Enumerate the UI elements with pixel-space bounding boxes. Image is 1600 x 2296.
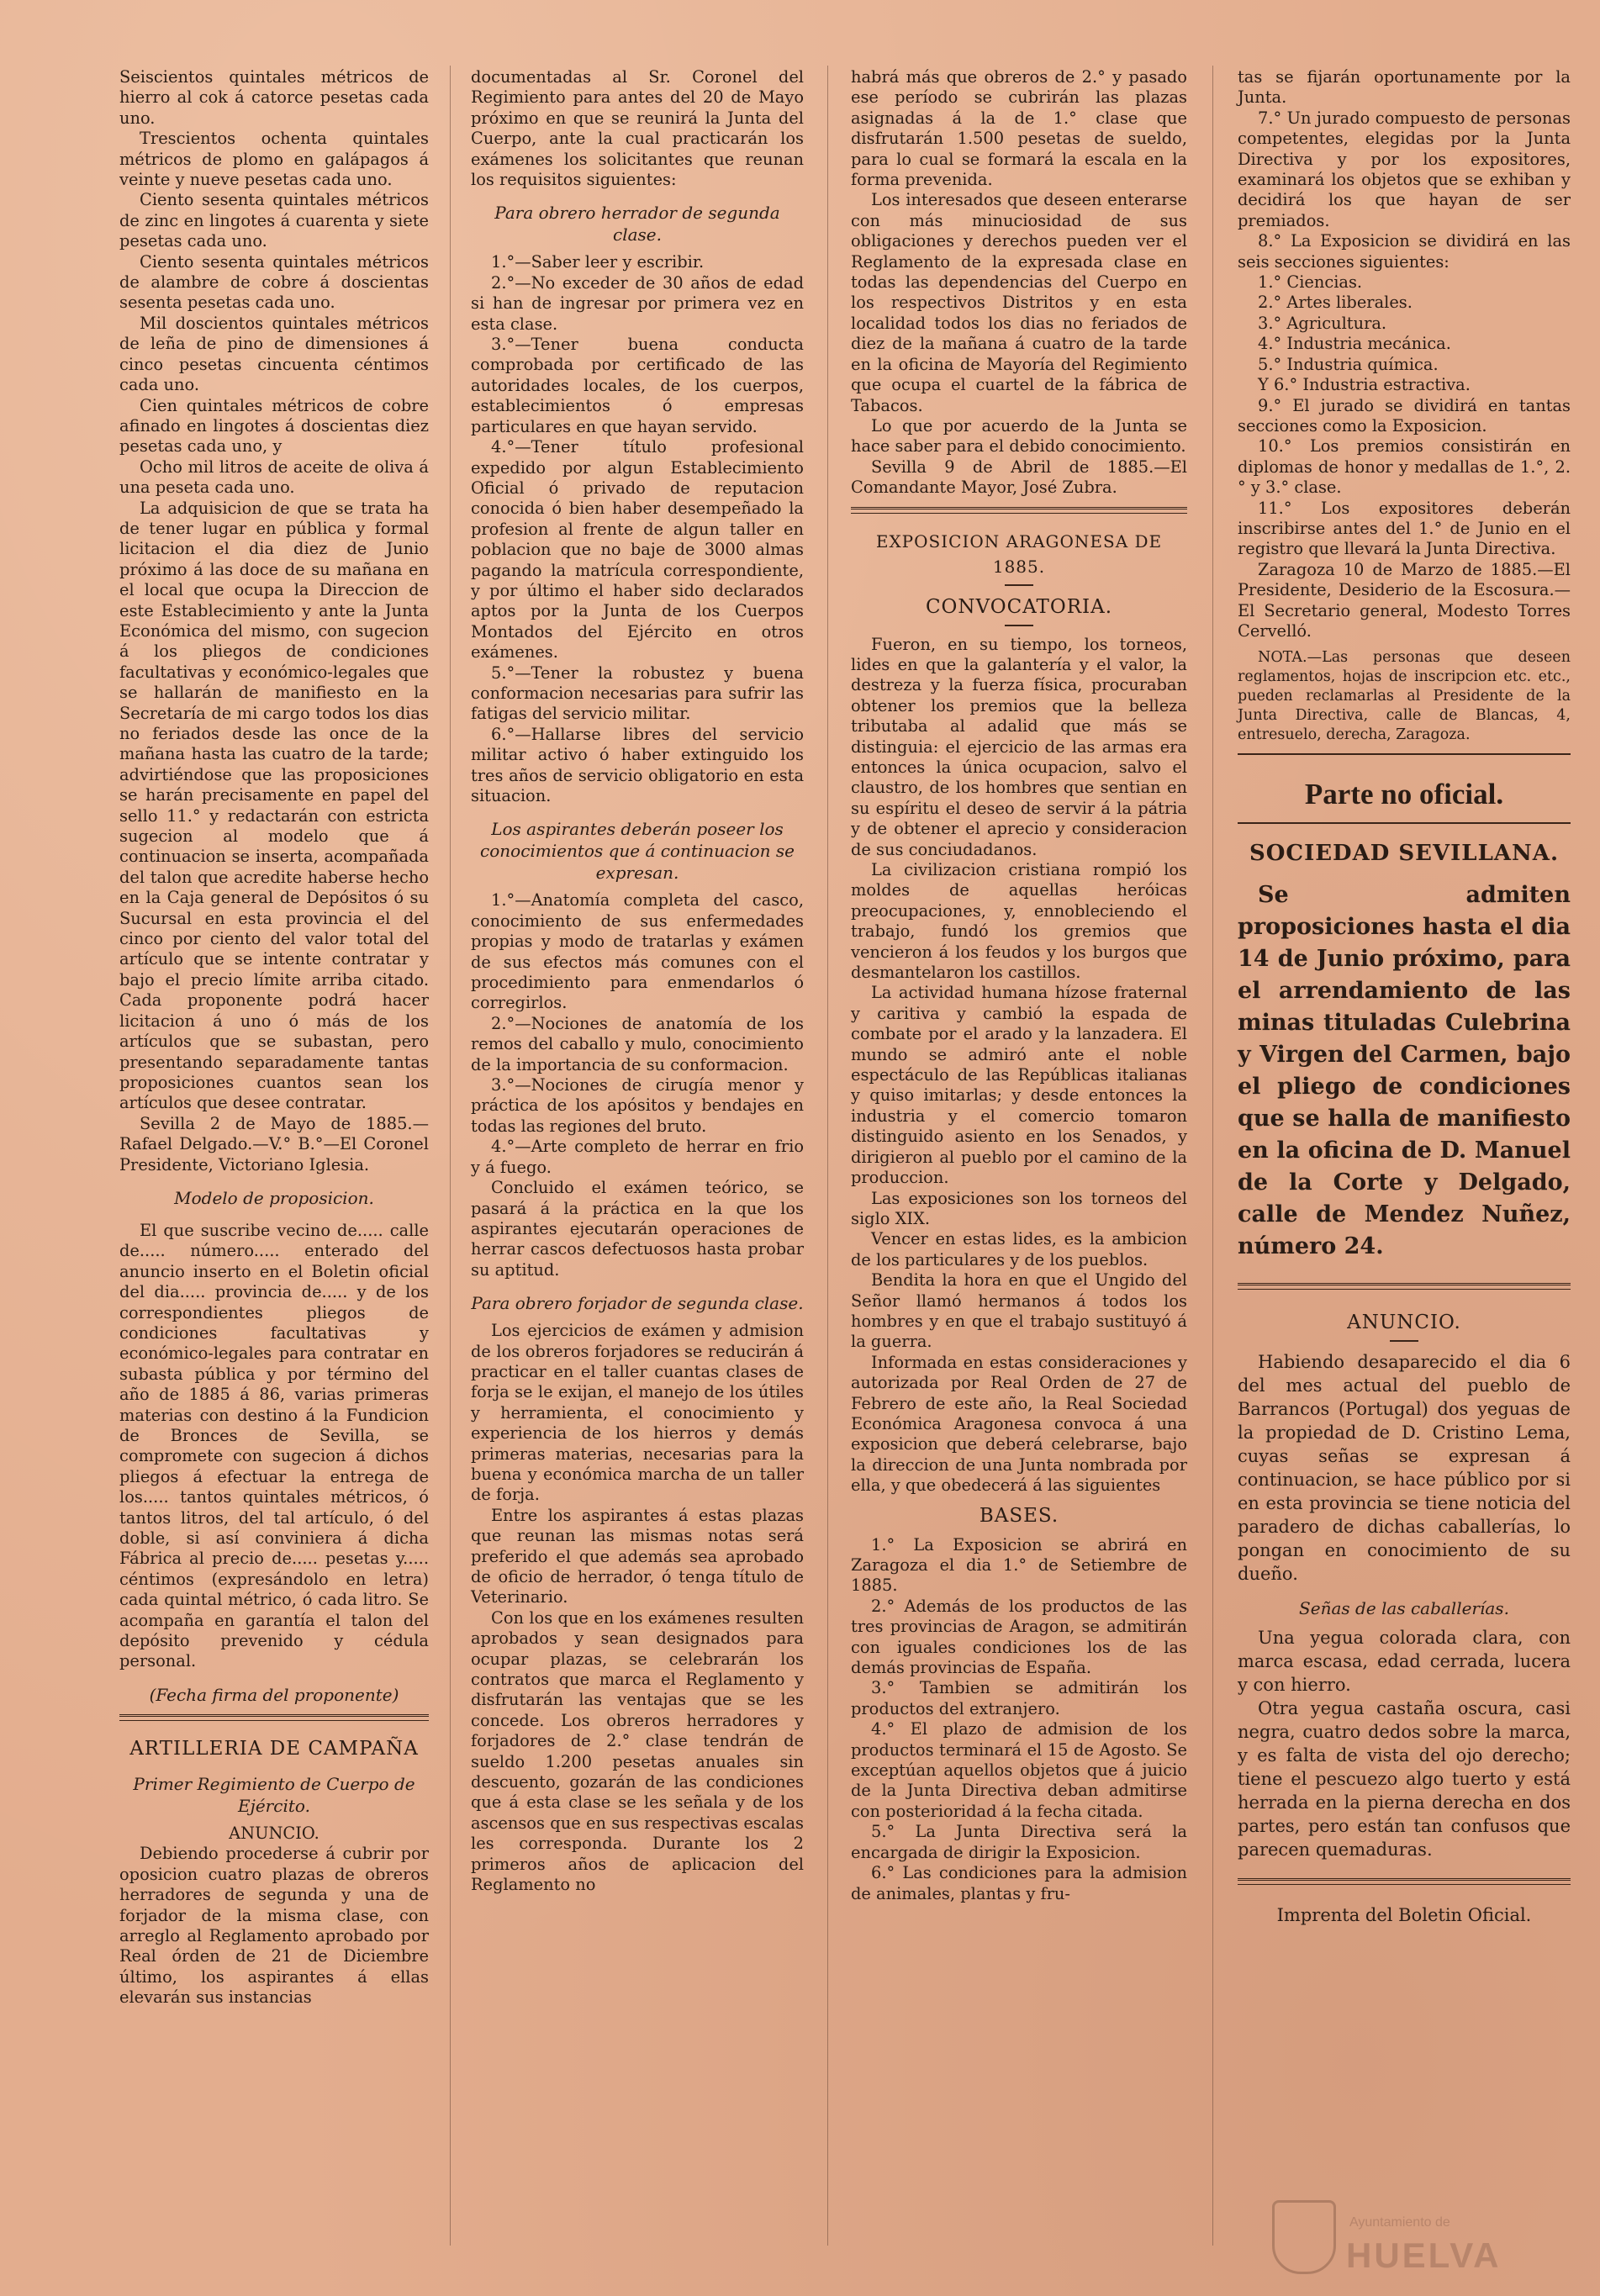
section-list-item: 1.° Ciencias. xyxy=(1258,272,1363,293)
column-rule xyxy=(827,66,828,2246)
requirement: 6.°—Hallarse libres del servicio militar activo ó haber extinguido los tres años de servicio obligatorio en esta situacion. xyxy=(471,724,804,805)
advert-text: Se admiten proposiciones hasta el dia 14 de Junio próximo, para el arrendamiento de las minas tituladas Culebrina y Virgen del Carmen, bajo el pliego de condiciones que se halla de manifiesto en la oficina de D. Manuel de la Corte y Delgado, calle de Mendez Nuñez, número 24. xyxy=(1238,882,1571,1260)
paragraph: Bendita la hora en que el Ungido del Señor llamó hermanos á todos los hombres y en que el trabajo sustituyó á la guerra. xyxy=(851,1270,1187,1352)
column-rule xyxy=(1212,66,1213,2246)
section-list-item: 2.° Artes liberales. xyxy=(1258,293,1413,313)
section-list-item: 3.° Agricultura. xyxy=(1258,313,1387,333)
column-rule xyxy=(450,66,451,2246)
forjador-heading: Para obrero forjador de segunda clase. xyxy=(471,1293,804,1314)
base-item: 11.° Los expositores deberán inscribirse antes del 1.° de Junio en el registro que llevará la Junta Directiva. xyxy=(1238,498,1571,559)
requirement: 3.°—Tener buena conducta comprobada por certificado de las autoridades locales, de los cuerpos, establecimientos ó empresas particulares en que hayan servido. xyxy=(471,335,804,436)
paragraph: Concluido el exámen teórico, se pasará á la práctica en la que los aspirantes ejecutarán operaciones de herrar cascos defectuosos hasta probar su aptitud. xyxy=(471,1178,804,1280)
column-1 xyxy=(116,67,432,2008)
column-4 xyxy=(1234,67,1574,1926)
sociedad-advert xyxy=(1238,879,1571,1263)
paragraph: Con los que en los exámenes resulten aprobados y sean designados para ocupar plazas, se celebrarán los contratos que marca el Reglamento y disfrutarán las ventajas que se les concede. Los obreros herradores y forjadores de 2.° clase tendrán de sueldo 1.200 pesetas anuales sin descuento, gozarán de las condiciones que á esta clase se les señala y de los ascensos que en sus respectivas escalas les corresponda. Durante los 2 primeros años de aplicacion del Reglamento no xyxy=(471,1607,804,1895)
anuncio-heading: ANUNCIO. xyxy=(1347,1312,1461,1334)
divider xyxy=(1005,625,1033,626)
paragraph: Cien quintales métricos de cobre afinado en lingotes á doscientas diez pesetas cada uno, y xyxy=(119,395,429,457)
watermark-subtext: Ayuntamiento de xyxy=(1349,2215,1450,2230)
divider xyxy=(1390,1340,1418,1342)
model-text: El que suscribe vecino de..... calle de..... número..... enterado del anuncio inserto en el Boletin oficial del dia..... provincia de..... y de los correspondientes pliegos de condiciones facultativas y económico-legales para contratar en subasta pública y por término del año de 1885 á 86, varias primeras materias con destino á la Fundicion de Bronces de Sevilla, se compromete con sugecion á dichos pliegos á efectuar la entrega de los..... tantos quintales métricos, ó tantos litros, del tal artículo, ó del doble, si así conviniera á dicha Fábrica al precio de..... pesetas y..... céntimos (expresándolo en letra) cada quintal métrico, ó cada litro. Se acompaña en garantía el talon del depósito prevenido y cédula personal. xyxy=(119,1220,429,1671)
horse-description: Una yegua colorada clara, con marca escasa, edad cerrada, lucera y con hierro. xyxy=(1238,1628,1571,1696)
paragraph: Informada en estas consideraciones y autorizada por Real Orden de 27 de Febrero de este año, la Real Sociedad Económica Aragonesa convoca á una exposicion que deberá celebrarse, bajo la direccion de una Junta nombrada por ella, y que obedecerá á las siguientes xyxy=(851,1352,1187,1496)
paragraph: Mil doscientos quintales métricos de leña de pino de dimensiones á cinco pesetas cincuenta céntimos cada uno. xyxy=(119,313,429,395)
signature-line: Sevilla 9 de Abril de 1885.—El Comandante Mayor, José Zubra. xyxy=(851,457,1187,498)
paragraph: Fueron, en su tiempo, los torneos, lides en que la galantería y el valor, la destreza y la fuerza física, procuraban obtener los premios que la belleza tributaba al adalid que más se distinguia: el ejercicio de las armas era entonces la única ocupacion, salvo el claustro, de los hombres que sentian en su espíritu el deseo de servir á la pátria y de obtener el aprecio y consideracion de sus conciudadanos. xyxy=(851,634,1187,859)
requirement: 5.°—Tener la robustez y buena conformacion necesarias para sufrir las fatigas del servicio militar. xyxy=(471,662,804,724)
paragraph: habrá más que obreros de 2.° y pasado ese período se cubrirán las plazas asignadas á la de 1.° clase que disfrutarán 1.500 pesetas de sueldo, para lo cual se formará la escala en la forma prevenida. xyxy=(851,67,1187,190)
section-list-item: 5.° Industria química. xyxy=(1258,354,1439,374)
base-item: 3.° Tambien se admitirán los productos del extranjero. xyxy=(851,1678,1187,1718)
requirement: 4.°—Tener título profesional expedido por algun Establecimiento Oficial ó privado de reputacion conocida ó bien haber desempeñado la profesion al frente de algun taller en poblacion que no baje de 3000 almas pagando la matrícula correspondiente, y por último el haber sido declarados aptos por la Junta de los Cuerpos Montados del Ejército en otros exámenes. xyxy=(471,437,804,662)
knowledge-item: 3.°—Nociones de cirugía menor y práctica de los apósitos y bendajes en todas las regiones del bruto. xyxy=(471,1075,804,1136)
section-heading-exposicion: EXPOSICION ARAGONESA DE 1885. xyxy=(875,530,1163,577)
convocatoria-heading: CONVOCATORIA. xyxy=(925,595,1113,618)
paragraph: Seiscientos quintales métricos de hierro al cok á catorce pesetas cada uno. xyxy=(119,67,429,128)
divider xyxy=(851,507,1187,514)
paragraph: Las exposiciones son los torneos del siglo XIX. xyxy=(851,1188,1187,1228)
paragraph: Entre los aspirantes á estas plazas que reunan las mismas notas será preferido el que además sea aprobado de oficio de herrador, ó tenga título de Veterinario. xyxy=(471,1505,804,1607)
model-heading: Modelo de proposicion. xyxy=(174,1187,374,1208)
base-item: 1.° La Exposicion se abrirá en Zaragoza el dia 1.° de Setiembre de 1885. xyxy=(851,1534,1187,1596)
base-item: 7.° Un jurado compuesto de personas competentes, elegidas por la Junta Directiva y por los expositores, examinará los objetos que se exhiban y decidirá los que hayan de ser premiados. xyxy=(1238,108,1571,230)
divider xyxy=(1238,822,1571,824)
divider xyxy=(1238,1878,1571,1885)
horse-description: Otra yegua castaña oscura, casi negra, cuatro dedos sobre la marca, y es falta de vista del ojo derecho; tiene el pescuezo algo tuerto y está herrada en la pierna derecha en dos partes, pero están tan confusos que parecen quemaduras. xyxy=(1238,1698,1571,1861)
base-item: 10.° Los premios consistirán en diplomas de honor y medallas de 1.°, 2.° y 3.° clase. xyxy=(1238,436,1571,498)
knowledge-item: 1.°—Anatomía completa del casco, conocimiento de sus enfermedades propias y modo de tratarlas y exámen de sus efectos más comunes con el procedimiento para enmendarlos ó corregirlos. xyxy=(471,890,804,1013)
base-item: 8.° La Exposicion se dividirá en las seis secciones siguientes: xyxy=(1238,231,1571,272)
nota: NOTA.—Las personas que deseen reglamentos, hojas de inscripcion etc. etc., pueden reclamarlas al Presidente de la Junta Directiva, calle de Blancas, 4, entresuelo, derecha, Zaragoza. xyxy=(1238,649,1571,744)
column-3 xyxy=(848,67,1191,1904)
paragraph: Habiendo desaparecido el dia 6 del mes actual del pueblo de Barrancos (Portugal) dos yeguas de la propiedad de D. Cristino Lema, cuyas señas se expresan á continuacion, se hace público por si en esta provincia se tiene noticia del paradero de dichas caballerías, lo pongan en conocimiento de su dueño. xyxy=(1238,1352,1571,1585)
imprenta-footer: Imprenta del Boletin Oficial. xyxy=(1276,1905,1532,1926)
paragraph: Lo que por acuerdo de la Junta se hace saber para el debido conocimiento. xyxy=(851,415,1187,457)
requirement: 1.°—Saber leer y escribir. xyxy=(491,252,705,272)
divider xyxy=(119,1714,429,1721)
section-list-item: Y 6.° Industria estractiva. xyxy=(1258,375,1471,395)
column-2 xyxy=(467,67,807,1896)
regiment-name: Primer Regimiento de Cuerpo de Ejército. xyxy=(133,1773,415,1816)
paragraph: tas se fijarán oportunamente por la Junta. xyxy=(1238,67,1571,108)
section-heading-artilleria: ARTILLERIA DE CAMPAÑA xyxy=(129,1737,419,1760)
section-list-item: 4.° Industria mecánica. xyxy=(1258,334,1451,354)
senas-heading: Señas de las caballerías. xyxy=(1299,1598,1509,1619)
paragraph: Debiendo procederse á cubrir por oposicion cuatro plazas de obreros herradores de segunda y una de forjador de la misma clase, con arreglo al Reglamento aprobado por Real órden de 21 de Diciembre último, los aspirantes á ellas elevarán sus instancias xyxy=(119,1844,429,2008)
paragraph: Ocho mil litros de aceite de oliva á una peseta cada uno. xyxy=(119,457,429,498)
paragraph: Los ejercicios de exámen y admision de los obreros forjadores se reducirán á practicar en el taller cuantas clases de forja se le exijan, el manejo de los útiles y herramienta, el conocimiento y experiencia de los hierros y demás primeras materias, necesarias para la buena y económica marcha de un taller de forja. xyxy=(471,1321,804,1505)
divider xyxy=(1238,1283,1571,1290)
signature-line: Sevilla 2 de Mayo de 1885.—Rafael Delgado.—V.° B.°—El Coronel Presidente, Victoriano Iglesia. xyxy=(119,1113,429,1174)
signature-line: Zaragoza 10 de Marzo de 1885.—El Presidente, Desiderio de la Escosura.—El Secretario general, Modesto Torres Cervelló. xyxy=(1238,559,1571,641)
requirement: 2.°—No exceder de 30 años de edad si han de ingresar por primera vez en esta clase. xyxy=(471,272,804,334)
paragraph: La adquisicion de que se trata ha de tener lugar en pública y formal licitacion el dia diez de Junio próximo á las doce de su mañana en el local que ocupa la Direccion de este Establecimiento y ante la Junta Económica del mismo, con sugecion á los pliegos de condiciones facultativas y económico-legales que se hallarán de manifiesto en la Secretaría de mi cargo todos los dias no feriados desde las once de la mañana hasta las cuatro de la tarde; advirtiéndose que las proposiciones se harán precisamente en papel del sello 11.° y redactarán con estricta sugecion al modelo que á continuacion se inserta, acompañada del talon que acredite haberse hecho en la Caja general de Depósitos ó su Sucursal en esta provincia el del cinco por ciento del valor total del artículo que se intente contratar y bajo el precio límite arriba citado. Cada proponente podrá hacer licitacion á uno ó más de los artículos que se subastan, pero presentando separadamente tantas proposiciones cuantos sean los artículos que desee contratar. xyxy=(119,498,429,1113)
base-item: 5.° La Junta Directiva será la encargada de dirigir la Exposicion. xyxy=(851,1822,1187,1862)
shield-icon xyxy=(1272,2200,1336,2274)
paragraph: La actividad humana hízose fraternal y caritiva y cambió la espada de combate por el arado y la lanzadera. El mundo se admiró ante el noble espectáculo de las Repúblicas italianas y quiso imitarlas; y desde entonces la industria y el comercio tomaron distinguido asiento en los Senados, y dirigieron al pueblo por el camino de la produccion. xyxy=(851,983,1187,1188)
divider xyxy=(1238,753,1571,755)
base-item: 9.° El jurado se dividirá en tantas secciones como la Exposicion. xyxy=(1238,395,1571,435)
aspirantes-heading: Los aspirantes deberán poseer los conocimientos que á continuacion se expresan. xyxy=(480,819,795,884)
archive-watermark xyxy=(1272,2193,1541,2278)
watermark-text: HUELVA xyxy=(1346,2235,1502,2275)
base-item: 4.° El plazo de admision de los productos terminará el 15 de Agosto. Se exceptúan aquellos objetos que á juicio de la Junta Directiva deban admitirse con posterioridad á la fecha citada. xyxy=(851,1719,1187,1821)
model-signature: (Fecha firma del proponente) xyxy=(149,1684,399,1705)
sociedad-heading: SOCIEDAD SEVILLANA. xyxy=(1249,841,1560,867)
divider xyxy=(1005,584,1033,586)
paragraph: Vencer en estas lides, es la ambicion de los particulares y de los pueblos. xyxy=(851,1229,1187,1269)
paragraph: Ciento sesenta quintales métricos de alambre de cobre á doscientas sesenta pesetas cada uno. xyxy=(119,251,429,313)
paragraph: La civilizacion cristiana rompió los moldes de aquellas heróicas preocupaciones, y, ennobleciendo el trabajo, fundó los gremios que vencieron á los feudos y los burgos que desmantelaron los castillos. xyxy=(851,860,1187,983)
parte-no-oficial-heading: Parte no oficial. xyxy=(1304,778,1504,811)
paragraph: documentadas al Sr. Coronel del Regimiento para antes del 20 de Mayo próximo en que se reunirá la Junta del Cuerpo, ante la cual practicarán los exámenes los solicitantes que reunan los requisitos siguientes: xyxy=(471,67,804,190)
herrador-heading: Para obrero herrador de segunda clase. xyxy=(494,203,780,245)
paragraph: Ciento sesenta quintales métricos de zinc en lingotes á cuarenta y siete pesetas cada uno. xyxy=(119,190,429,251)
base-item: 2.° Además de los productos de las tres provincias de Aragon, se admitirán con iguales condiciones los de las demás provincias de España. xyxy=(851,1596,1187,1678)
knowledge-item: 4.°—Arte completo de herrar en frio y á fuego. xyxy=(471,1137,804,1177)
paragraph: Los interesados que deseen enterarse con más minuciosidad de sus obligaciones y derechos pueden ver el Reglamento de la expresada clase en todas las dependencias del Cuerpo en los respectivos Distritos y en esta localidad todos los dias no feriados de diez de la mañana á cuatro de la tarde en la oficina de Mayoría del Regimiento que ocupa el cuartel de la fábrica de Tabacos. xyxy=(851,190,1187,415)
base-item: 6.° Las condiciones para la admision de animales, plantas y fru- xyxy=(851,1863,1187,1903)
knowledge-item: 2.°—Nociones de anatomía de los remos del caballo y mulo, conocimiento de la importancia de su conformacion. xyxy=(471,1013,804,1074)
paragraph: Trescientos ochenta quintales métricos de plomo en galápagos á veinte y nueve pesetas cada uno. xyxy=(119,129,429,190)
anuncio-heading: ANUNCIO. xyxy=(229,1823,319,1843)
bases-heading: BASES. xyxy=(979,1504,1059,1527)
